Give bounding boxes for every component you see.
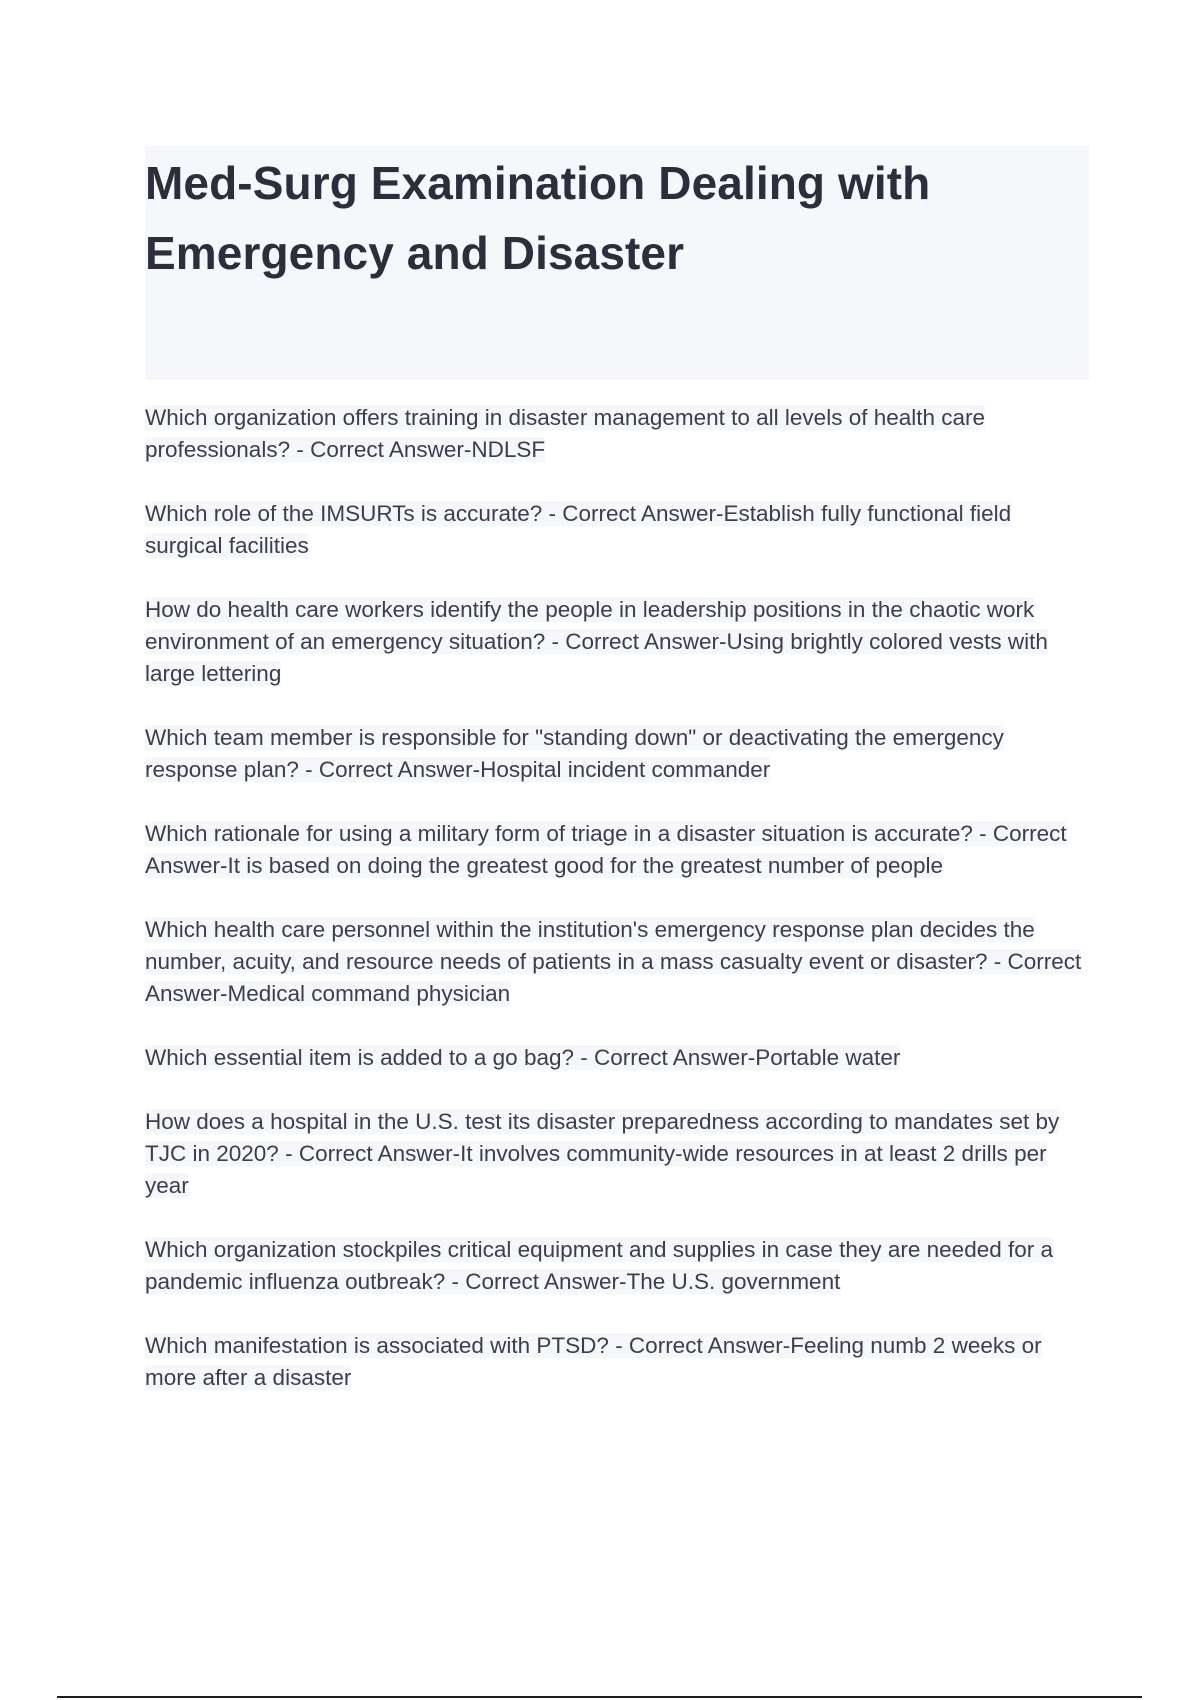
qa-text: Which organization stockpiles critical equipment and supplies in case they are needed for a pandemic influenza outbreak? - Correct Answer-The U.S. government <box>145 1237 1054 1294</box>
qa-text: Which team member is responsible for "standing down" or deactivating the emergency response plan? - Correct Answer-Hospital incident commander <box>145 725 1004 782</box>
qa-item <box>145 1234 1089 1298</box>
qa-item <box>145 914 1089 1010</box>
qa-item <box>145 402 1089 466</box>
qa-text: How do health care workers identify the people in leadership positions in the chaotic work environment of an emergency situation? - Correct Answer-Using brightly colored vests with large lettering <box>145 597 1048 686</box>
qa-item <box>145 1042 1089 1074</box>
footer-divider <box>57 1696 1142 1698</box>
qa-item <box>145 498 1089 562</box>
page-title: Med-Surg Examination Dealing with Emergency and Disaster <box>145 157 931 279</box>
qa-text: Which role of the IMSURTs is accurate? - Correct Answer-Establish fully functional field surgical facilities <box>145 501 1012 558</box>
question-answer-list <box>145 402 1089 1426</box>
qa-text: Which essential item is added to a go bag? - Correct Answer-Portable water <box>145 1045 901 1070</box>
qa-text: Which manifestation is associated with PTSD? - Correct Answer-Feeling numb 2 weeks or more after a disaster <box>145 1333 1042 1390</box>
qa-item <box>145 1330 1089 1394</box>
qa-item <box>145 594 1089 690</box>
title-block <box>145 146 1089 380</box>
qa-text: Which rationale for using a military form of triage in a disaster situation is accurate? - Correct Answer-It is based on doing the greatest good for the greatest number of people <box>145 821 1067 878</box>
qa-item <box>145 722 1089 786</box>
qa-text: Which health care personnel within the institution's emergency response plan decides the number, acuity, and resource needs of patients in a mass casualty event or disaster? - Correct Answer-Medical command physician <box>145 917 1082 1006</box>
qa-item <box>145 1106 1089 1202</box>
qa-text: How does a hospital in the U.S. test its disaster preparedness according to mandates set by TJC in 2020? - Correct Answer-It involves community-wide resources in at least 2 drills per year <box>145 1109 1060 1198</box>
qa-item <box>145 818 1089 882</box>
qa-text: Which organization offers training in disaster management to all levels of health care professionals? - Correct Answer-NDLSF <box>145 405 986 462</box>
